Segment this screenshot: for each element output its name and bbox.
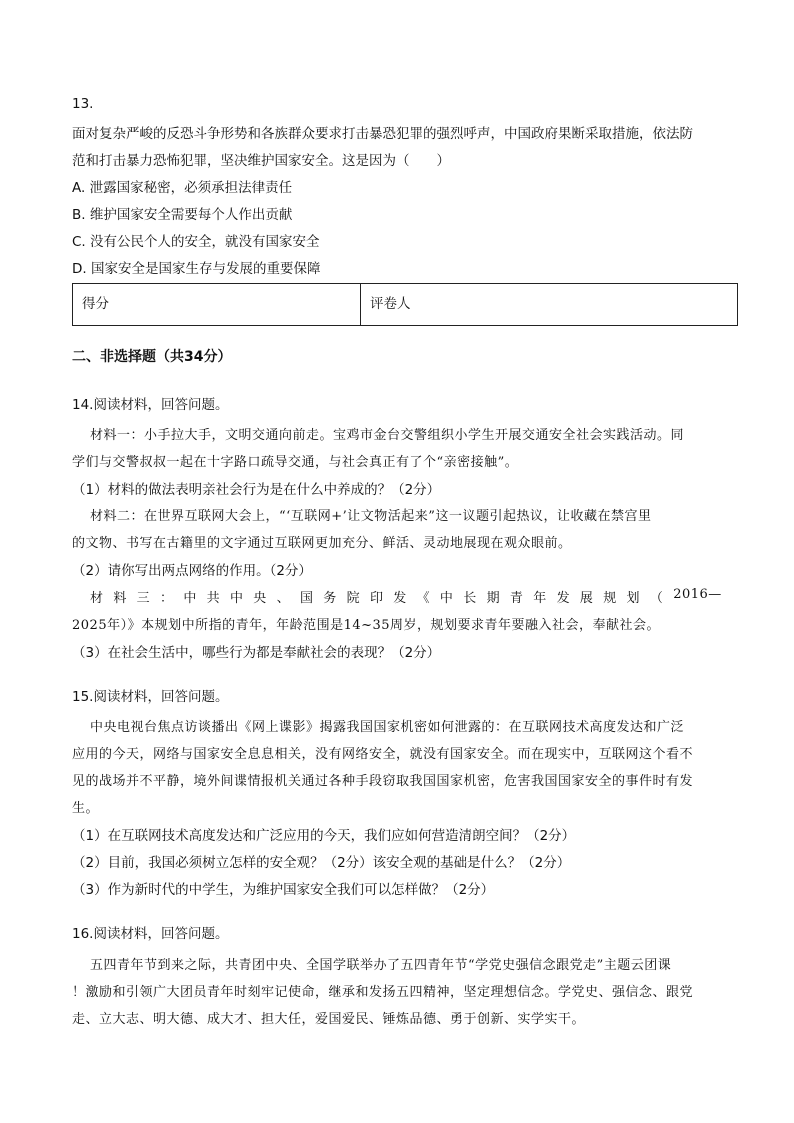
grader-cell[interactable] — [361, 284, 737, 325]
question-14-subquestion-1: （1）材料的做法表明亲社会行为是在什么中养成的？（2分） — [72, 482, 441, 498]
score-label: 得分 — [82, 296, 109, 312]
material-3-char: 2016— — [673, 587, 722, 602]
question-13-option-b[interactable]: B. 维护国家安全需要每个人作出贡献 — [72, 207, 293, 223]
section-2-title: 二、非选择题（共34分） — [72, 349, 232, 365]
material-3-char: 发 — [556, 591, 571, 606]
question-14-header: 14.阅读材料，回答问题。 — [72, 397, 229, 413]
question-15-material-line-4: 生。 — [72, 801, 100, 816]
material-3-char: 三 — [136, 591, 151, 606]
question-15-material-line-2: 应用的今天，网络与国家安全息息相关，没有网络安全，就没有国家安全。而在现实中，互联网这个看不 — [72, 747, 694, 762]
material-3-char: 共 — [206, 591, 221, 606]
question-14-material-1-line-1: 材料一：小手拉大手，文明交通向前走。宝鸡市金台交警组织小学生开展交通安全社会实践活动。同 — [90, 428, 685, 443]
question-15-subquestion-2: （2）目前，我国必须树立怎样的安全观？（2分）该安全观的基础是什么？（2分） — [72, 855, 571, 871]
question-15-material-line-3: 见的战场并不平静，境外间谍情报机关通过各种手段窃取我国国家机密，危害我国国家安全的事件时有发 — [72, 774, 694, 789]
material-3-char: 材 — [90, 591, 104, 606]
material-3-char: 中 — [183, 591, 197, 606]
question-13-stem-line-1: 面对复杂严峻的反恐斗争形势和各族群众要求打击暴恐犯罪的强烈呼声，中国政府果断采取措施，依法防 — [72, 126, 693, 142]
material-3-char: 期 — [486, 591, 501, 606]
question-13-option-c[interactable]: C. 没有公民个人的安全，就没有国家安全 — [72, 234, 320, 250]
material-3-char: （ — [649, 591, 664, 606]
question-14-material-3-line-2: 2025年）》本规划中所指的青年，年龄范围是14~35周岁，规划要求青年要融入社会，奉献社会。 — [72, 618, 661, 633]
material-3-char: 发 — [393, 591, 407, 606]
grader-label: 评卷人 — [370, 296, 411, 312]
question-14-material-2-line-2: 的文物、书写在古籍里的文字通过互联网更加充分、鲜活、灵动地展现在观众眼前。 — [72, 536, 572, 551]
material-3-char: 院 — [346, 591, 361, 606]
question-16-material-line-2: ！激励和引领广大团员青年时刻牢记使命，继承和发扬五四精神，坚定理想信念。学党史、强信念、跟党 — [72, 985, 694, 1000]
material-3-char: 中 — [229, 591, 244, 606]
question-15-header: 15.阅读材料，回答问题。 — [72, 689, 229, 705]
question-16-header: 16.阅读材料，回答问题。 — [72, 926, 229, 942]
material-3-char: 长 — [463, 591, 477, 606]
material-3-char: ： — [159, 591, 174, 606]
question-16-material-line-1: 五四青年节到来之际，共青团中央、全国学联举办了五四青年节“学党史强信念跟党走”主题云团课 — [90, 958, 672, 973]
material-3-char: 国 — [299, 591, 314, 606]
question-14-material-1-line-2: 学们与交警叔叔一起在十字路口疏导交通，与社会真正有了个“亲密接触”。 — [72, 455, 519, 470]
question-15-subquestion-3: （3）作为新时代的中学生，为维护国家安全我们可以怎样做？（2分） — [72, 882, 495, 898]
question-15-subquestion-1: （1）在互联网技术高度发达和广泛应用的今天，我们应如何营造清朗空间？（2分） — [72, 828, 576, 844]
question-14-subquestion-2: （2）请你写出两点网络的作用。（2分） — [72, 563, 312, 579]
material-3-char: 料 — [113, 591, 127, 606]
material-3-char: 央 — [253, 591, 267, 606]
question-13-option-d[interactable]: D. 国家安全是国家生存与发展的重要保障 — [72, 261, 321, 277]
question-14-material-3-line-1 — [90, 587, 722, 606]
question-16-material-line-3: 走、立大志、明大德、成大才、担大任，爱国爱民、锤炼品德、勇于创新、实学实干。 — [72, 1012, 586, 1027]
material-3-char: 展 — [579, 591, 594, 606]
question-14-material-2-line-1: 材料二：在世界互联网大会上，“‘互联网+’让文物活起来”这一议题引起热议，让收藏在禁宫里 — [90, 509, 652, 524]
material-3-char: 规 — [603, 591, 617, 606]
material-3-char: 划 — [626, 591, 641, 606]
score-table — [72, 283, 738, 326]
question-13-number: 13. — [72, 96, 94, 112]
question-13-option-a[interactable]: A. 泄露国家秘密，必须承担法律责任 — [72, 180, 293, 196]
material-3-char: 中 — [439, 591, 454, 606]
material-3-char: 青 — [509, 591, 524, 606]
material-3-char: 《 — [416, 591, 431, 606]
material-3-char: 印 — [369, 591, 384, 606]
question-15-material-line-1: 中央电视台焦点访谈播出《网上谍影》揭露我国国家机密如何泄露的：在互联网技术高度发达和广泛 — [90, 720, 685, 735]
material-3-char: 务 — [323, 591, 337, 606]
question-14-subquestion-3: （3）在社会生活中，哪些行为都是奉献社会的表现？（2分） — [72, 645, 441, 661]
material-3-char: 年 — [533, 591, 547, 606]
question-13-stem-line-2: 范和打击暴力恐怖犯罪，坚决维护国家安全。这是因为（ ） — [72, 153, 450, 169]
material-3-char: 、 — [276, 591, 291, 606]
score-cell[interactable] — [73, 284, 361, 325]
